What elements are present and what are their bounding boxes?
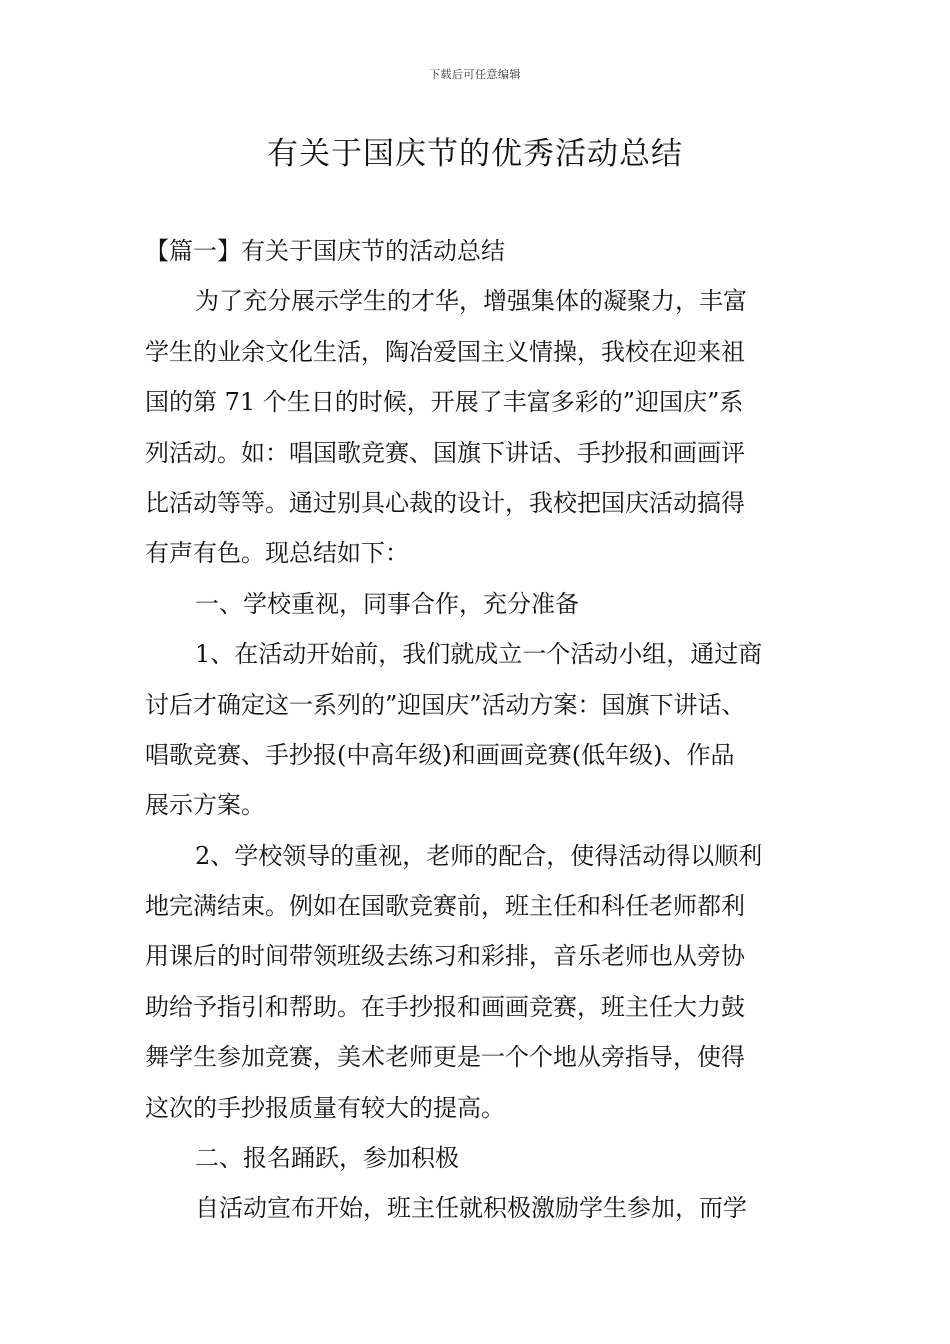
paragraph-line: 国的第 71 个生日的时候，开展了丰富多彩的”迎国庆”系 <box>145 388 744 417</box>
paragraph-line: 这次的手抄报质量有较大的提高。 <box>145 1093 505 1122</box>
paragraph-line: 有声有色。现总结如下： <box>145 539 409 568</box>
paragraph-line: 唱歌竞赛、手抄报(中高年级)和画画竞赛(低年级)、作品 <box>145 740 735 769</box>
document-title: 有关于国庆节的优秀活动总结 <box>267 136 683 172</box>
paragraph-line: 列活动。如：唱国歌竞赛、国旗下讲话、手抄报和画画评 <box>145 438 745 467</box>
paragraph-line: 地完满结束。例如在国歌竞赛前，班主任和科任老师都利 <box>145 892 745 921</box>
paragraph-line: 舞学生参加竞赛，美术老师更是一个个地从旁指导，使得 <box>145 1043 745 1072</box>
paragraph-line: 展示方案。 <box>145 791 265 820</box>
paragraph-line: 比活动等等。通过别具心裁的设计，我校把国庆活动搞得 <box>145 488 745 517</box>
paragraph-line: 1、在活动开始前，我们就成立一个活动小组，通过商 <box>195 640 763 669</box>
paragraph-line: 学生的业余文化生活，陶冶爱国主义情操，我校在迎来祖 <box>145 337 745 366</box>
subsection-heading: 一、学校重视，同事合作，充分准备 <box>195 589 579 618</box>
paragraph-line: 自活动宣布开始，班主任就积极激励学生参加，而学 <box>195 1194 747 1223</box>
document-body <box>145 226 825 1234</box>
paragraph-line: 助给予指引和帮助。在手抄报和画画竞赛，班主任大力鼓 <box>145 992 745 1021</box>
paragraph-line: 2、学校领导的重视，老师的配合，使得活动得以顺利 <box>195 841 763 870</box>
paragraph-line: 讨后才确定这一系列的”迎国庆”活动方案：国旗下讲话、 <box>145 690 746 719</box>
paragraph-line: 为了充分展示学生的才华，增强集体的凝聚力，丰富 <box>195 287 747 316</box>
paragraph-line: 用课后的时间带领班级去练习和彩排，音乐老师也从旁协 <box>145 942 745 971</box>
header-note: 下载后可任意编辑 <box>429 68 521 81</box>
section-heading: 【篇一】有关于国庆节的活动总结 <box>145 237 505 265</box>
subsection-heading: 二、报名踊跃，参加积极 <box>195 1144 459 1173</box>
